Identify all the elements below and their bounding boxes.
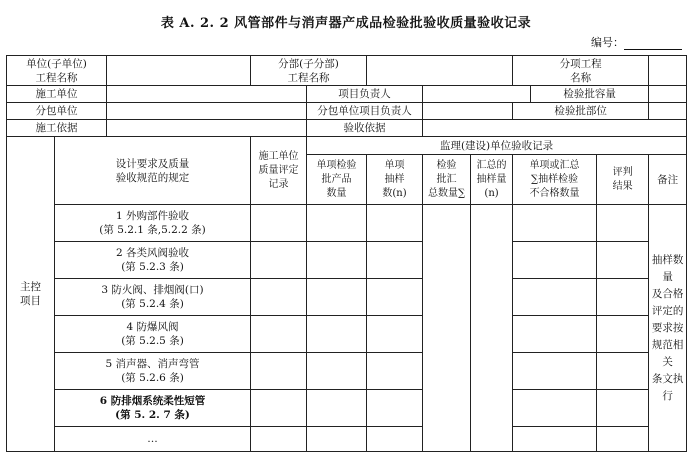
table-row [7, 279, 687, 316]
construction-unit-label: 施工单位 [7, 86, 107, 103]
item-4-unqualified[interactable] [513, 316, 597, 353]
header-row-4 [7, 120, 687, 137]
batch-location-value[interactable] [649, 103, 687, 120]
main-control-label: 主控 项目 [7, 137, 55, 452]
subcontract-unit-label: 分包单位 [7, 103, 107, 120]
subitem-project-name-value[interactable] [649, 56, 687, 86]
subcontract-manager-value[interactable] [423, 103, 513, 120]
table-row [7, 205, 687, 242]
item-7-product-count[interactable] [307, 427, 367, 452]
header-row-2 [7, 86, 687, 103]
item-7-sample-count[interactable] [367, 427, 423, 452]
product-count-header: 单项检验 批产品 数量 [307, 155, 367, 205]
remark-header: 备注 [649, 155, 687, 205]
item-4-requirement: 4 防爆风阀 (第 5.2.5 条) [55, 316, 251, 353]
acceptance-basis-value[interactable] [423, 120, 687, 137]
item-6-result[interactable] [597, 390, 649, 427]
item-1-result[interactable] [597, 205, 649, 242]
item-7-unqualified[interactable] [513, 427, 597, 452]
project-manager-value[interactable] [423, 86, 531, 103]
table-row [7, 390, 687, 427]
batch-total-cell[interactable] [423, 205, 471, 452]
item-3-self-check[interactable] [251, 279, 307, 316]
self-check-header: 施工单位 质量评定 记录 [251, 137, 307, 205]
subcontract-manager-label: 分包单位项目负责人 [307, 103, 423, 120]
header-row-3 [7, 103, 687, 120]
item-4-sample-count[interactable] [367, 316, 423, 353]
subdivision-project-name-value[interactable] [367, 56, 513, 86]
batch-capacity-label: 检验批容量 [531, 86, 649, 103]
total-sample-header: 汇总的 抽样量 (n) [471, 155, 513, 205]
batch-location-label: 检验批部位 [513, 103, 649, 120]
item-6-sample-count[interactable] [367, 390, 423, 427]
result-header: 评判 结果 [597, 155, 649, 205]
unit-project-name-label: 单位(子单位) 工程名称 [7, 56, 107, 86]
item-6-product-count[interactable] [307, 390, 367, 427]
unqualified-header: 单项或汇总 ∑抽样检验 不合格数量 [513, 155, 597, 205]
item-7-self-check[interactable] [251, 427, 307, 452]
item-5-product-count[interactable] [307, 353, 367, 390]
table-row [7, 427, 687, 452]
item-2-requirement: 2 各类风阀验收 (第 5.2.3 条) [55, 242, 251, 279]
item-3-requirement: 3 防火阀、排烟阀(口) (第 5.2.4 条) [55, 279, 251, 316]
item-2-result[interactable] [597, 242, 649, 279]
item-3-sample-count[interactable] [367, 279, 423, 316]
item-7-result[interactable] [597, 427, 649, 452]
item-3-result[interactable] [597, 279, 649, 316]
construction-basis-label: 施工依据 [7, 120, 107, 137]
item-3-unqualified[interactable] [513, 279, 597, 316]
item-6-self-check[interactable] [251, 390, 307, 427]
batch-capacity-value[interactable] [649, 86, 687, 103]
page-title: 表 A. 2. 2 风管部件与消声器产成品检验批验收质量验收记录 [160, 16, 532, 31]
item-5-self-check[interactable] [251, 353, 307, 390]
item-2-self-check[interactable] [251, 242, 307, 279]
inspection-record-table [6, 55, 687, 452]
item-5-result[interactable] [597, 353, 649, 390]
total-sample-cell[interactable] [471, 205, 513, 452]
item-4-self-check[interactable] [251, 316, 307, 353]
item-3-product-count[interactable] [307, 279, 367, 316]
item-2-product-count[interactable] [307, 242, 367, 279]
sample-count-header: 单项 抽样 数(n) [367, 155, 423, 205]
batch-total-header: 检验 批汇 总数量∑ [423, 155, 471, 205]
main-control-remark: 抽样数量 及合格 评定的 要求按 规范相关 条文执行 [649, 205, 687, 452]
supervision-header: 监理(建设)单位验收记录 [307, 137, 687, 155]
item-1-unqualified[interactable] [513, 205, 597, 242]
item-5-sample-count[interactable] [367, 353, 423, 390]
construction-unit-value[interactable] [107, 86, 307, 103]
serial-number [591, 34, 682, 50]
item-6-unqualified[interactable] [513, 390, 597, 427]
construction-basis-value[interactable] [107, 120, 307, 137]
serial-label: 编号： [591, 36, 624, 49]
item-5-unqualified[interactable] [513, 353, 597, 390]
item-4-product-count[interactable] [307, 316, 367, 353]
column-header-row-1 [7, 137, 687, 155]
item-ellipsis: … [55, 427, 251, 452]
item-1-sample-count[interactable] [367, 205, 423, 242]
item-2-sample-count[interactable] [367, 242, 423, 279]
item-2-unqualified[interactable] [513, 242, 597, 279]
item-1-self-check[interactable] [251, 205, 307, 242]
item-4-result[interactable] [597, 316, 649, 353]
table-row [7, 242, 687, 279]
subcontract-unit-value[interactable] [107, 103, 307, 120]
header-row-1 [7, 56, 687, 86]
unit-project-name-value[interactable] [107, 56, 251, 86]
item-1-requirement: 1 外购部件验收 (第 5.2.1 条,5.2.2 条) [55, 205, 251, 242]
serial-number-field[interactable] [624, 38, 682, 50]
table-row [7, 316, 687, 353]
item-5-requirement: 5 消声器、消声弯管 (第 5.2.6 条) [55, 353, 251, 390]
requirement-header: 设计要求及质量 验收规范的规定 [55, 137, 251, 205]
item-1-product-count[interactable] [307, 205, 367, 242]
subitem-project-name-label: 分项工程 名称 [513, 56, 649, 86]
project-manager-label: 项目负责人 [307, 86, 423, 103]
subdivision-project-name-label: 分部(子分部) 工程名称 [251, 56, 367, 86]
acceptance-basis-label: 验收依据 [307, 120, 423, 137]
table-row [7, 353, 687, 390]
item-6-requirement: 6 防排烟系统柔性短管 (第 5. 2. 7 条) [55, 390, 251, 427]
